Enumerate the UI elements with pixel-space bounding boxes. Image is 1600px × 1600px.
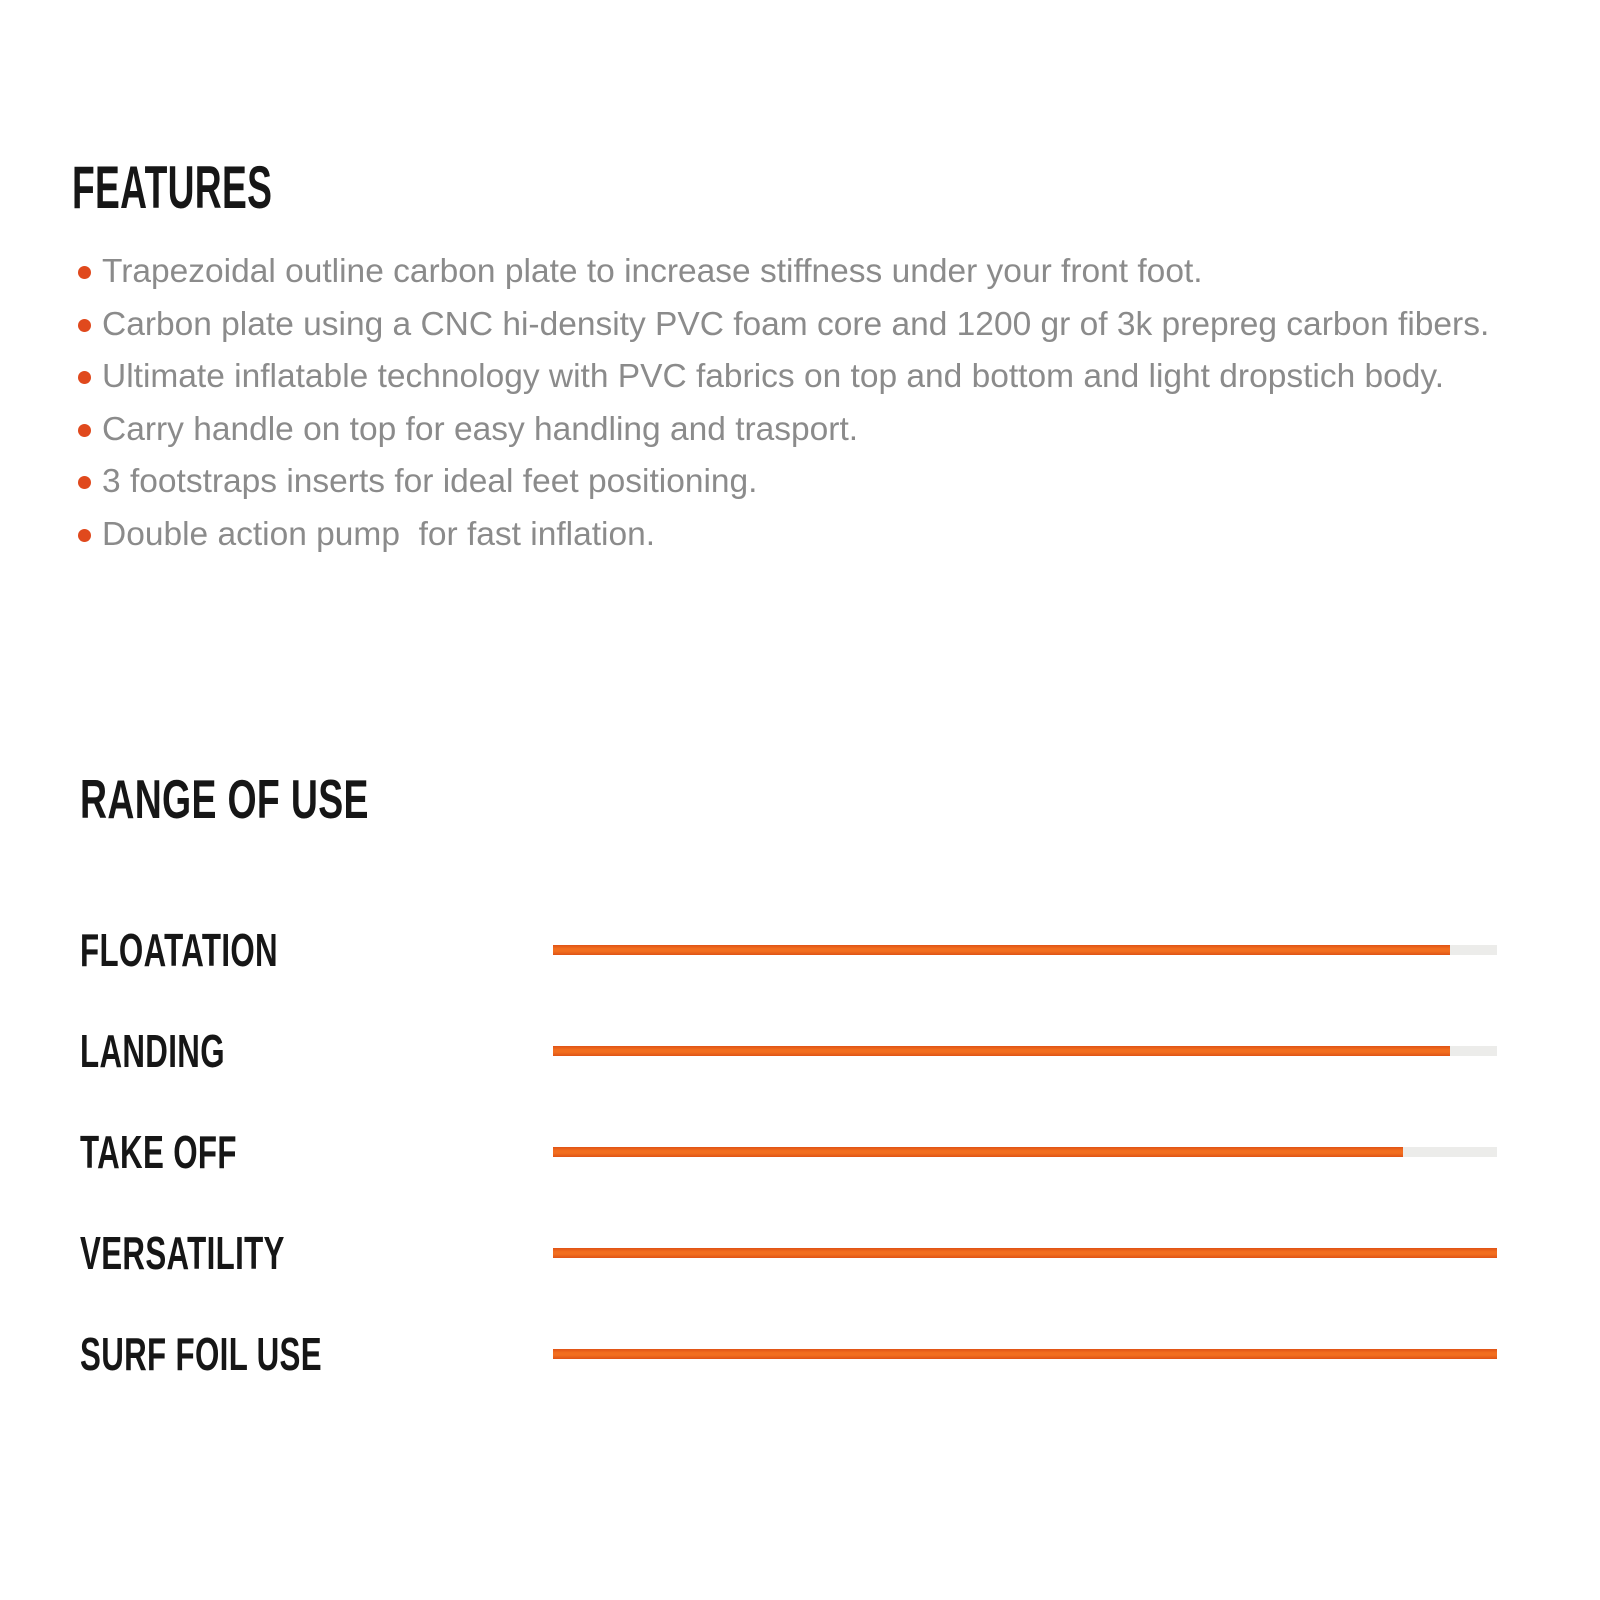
- feature-item-text: 3 footstraps inserts for ideal feet positioning.: [102, 463, 758, 500]
- range-label: [80, 1226, 553, 1279]
- range-label: [80, 1327, 553, 1380]
- range-label: [80, 1125, 553, 1178]
- range-bar-track: [553, 1349, 1497, 1359]
- feature-item-text: Trapezoidal outline carbon plate to increase stiffness under your front foot.: [102, 253, 1203, 290]
- range-of-use-chart: [80, 899, 1497, 1404]
- range-row: [80, 899, 1497, 1000]
- range-bar-track: [553, 1147, 1497, 1157]
- range-bar-fill: [553, 1046, 1450, 1056]
- range-bar-track: [553, 945, 1497, 955]
- range-label-text: LANDING: [80, 1024, 225, 1077]
- feature-list-item: [72, 404, 1532, 457]
- range-label: [80, 1024, 553, 1077]
- range-label-text: SURF FOIL USE: [80, 1327, 322, 1380]
- features-title-text: FEATURES: [72, 154, 273, 221]
- range-row: [80, 1202, 1497, 1303]
- range-of-use-title-text: RANGE OF USE: [80, 768, 369, 830]
- feature-list-item: [72, 351, 1532, 404]
- range-row: [80, 1000, 1497, 1101]
- range-bar-fill: [553, 945, 1450, 955]
- feature-list-item: [72, 299, 1532, 352]
- range-of-use-section-title: [80, 768, 505, 830]
- feature-item-text: Carbon plate using a CNC hi-density PVC foam core and 1200 gr of 3k prepreg carbon fibers.: [102, 305, 1490, 343]
- bullet-dot-icon: [78, 266, 91, 279]
- bullet-dot-icon: [78, 476, 91, 489]
- bullet-dot-icon: [78, 371, 91, 384]
- feature-item-text: Double action pump for fast inflation.: [102, 515, 656, 553]
- bullet-dot-icon: [78, 529, 91, 542]
- range-label-text: VERSATILITY: [80, 1226, 285, 1279]
- bullet-dot-icon: [78, 424, 91, 437]
- feature-list-item: [72, 246, 1532, 299]
- bullet-dot-icon: [78, 319, 91, 332]
- feature-item-text: Ultimate inflatable technology with PVC fabrics on top and bottom and light dropstich body.: [102, 358, 1444, 395]
- range-label-text: FLOATATION: [80, 923, 278, 976]
- range-row: [80, 1101, 1497, 1202]
- range-bar-fill: [553, 1147, 1403, 1157]
- feature-list-item: [72, 456, 1532, 509]
- features-list: [72, 246, 1532, 561]
- feature-list-item: [72, 509, 1532, 562]
- range-bar-fill: [553, 1248, 1497, 1258]
- range-bar-track: [553, 1248, 1497, 1258]
- range-bar-track: [553, 1046, 1497, 1056]
- features-section-title: [72, 154, 395, 221]
- range-label: [80, 923, 553, 976]
- feature-item-text: Carry handle on top for easy handling and trasport.: [102, 410, 859, 448]
- range-row: [80, 1303, 1497, 1404]
- range-label-text: TAKE OFF: [80, 1125, 237, 1178]
- range-bar-fill: [553, 1349, 1497, 1359]
